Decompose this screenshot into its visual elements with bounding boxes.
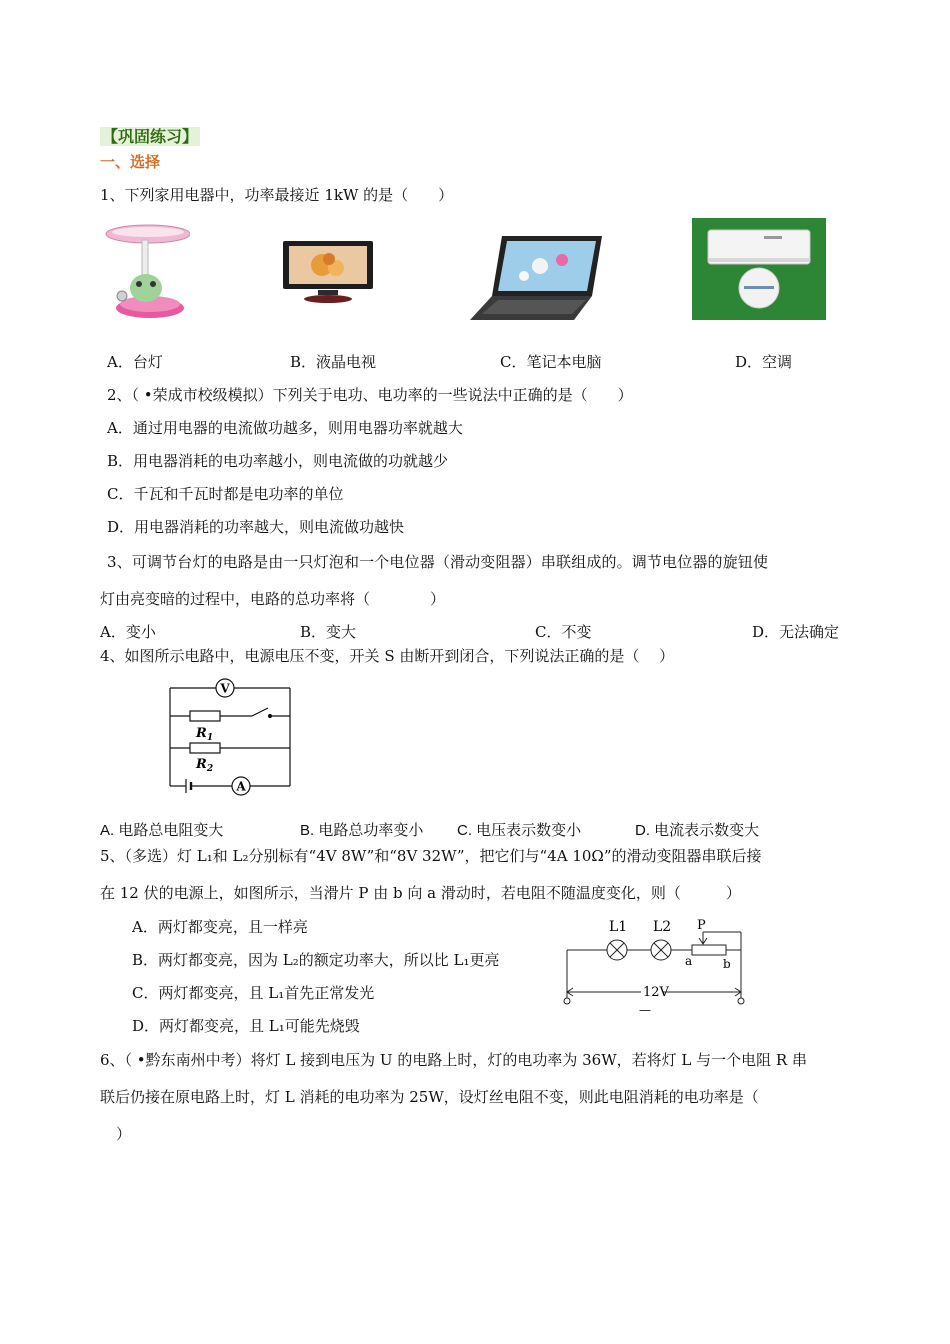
terminal-a-label: a — [685, 954, 693, 968]
l1-label: L1 — [609, 919, 628, 935]
q1-option-d: D．空调 — [735, 353, 793, 371]
q3-option-c: C．不变 — [535, 623, 592, 641]
voltmeter-label: V — [220, 681, 230, 696]
q1-option-b: B．液晶电视 — [290, 353, 377, 371]
q5-option-a: A．两灯都变亮，且一样亮 — [132, 918, 308, 936]
r2-label: $R_2$ — [196, 757, 214, 774]
question-5-stem-line2: 在 12 伏的电源上，如图所示，当滑片 P 由 b 向 a 滑动时，若电阻不随温度变化，则（ ） — [100, 884, 741, 902]
q4-option-d: D. 电流表示数变大 — [635, 822, 760, 839]
q2-option-b: B．用电器消耗的电功率越小，则电流做的功就越少 — [107, 452, 449, 470]
q5-circuit-diagram — [555, 912, 755, 1016]
question-5-stem-line1: 5、（多选）灯 L₁和 L₂分别标有“4V 8W”和“8V 32W”，把它们与“4A 10Ω”的滑动变阻器串联后接 — [100, 847, 762, 865]
question-1-stem: 1、下列家用电器中，功率最接近 1kW 的是（ ） — [100, 186, 454, 204]
heading-label: 【巩固练习】 — [102, 127, 199, 146]
air-conditioner-icon — [692, 218, 826, 320]
laptop-icon — [468, 232, 604, 324]
q5-option-b: B．两灯都变亮，因为 L₂的额定功率大，所以比 L₁更亮 — [132, 951, 500, 969]
q1-option-a: A．台灯 — [107, 353, 163, 371]
q3-option-d: D．无法确定 — [752, 623, 840, 641]
question-2-stem: 2、（ •荣成市校级模拟）下列关于电功、电功率的一些说法中正确的是（ ） — [107, 386, 633, 404]
question-6-stem-line2: 联后仍接在原电路上时，灯 L 消耗的电功率为 25W，设灯丝电阻不变，则此电阻消耗的电功率是（ — [100, 1088, 759, 1106]
q3-option-b: B．变大 — [300, 623, 357, 641]
section-title: 一、选择 — [100, 153, 161, 171]
q4-option-b: B. 电路总功率变小 — [300, 822, 424, 839]
q2-option-d: D．用电器消耗的功率越大，则电流做功越快 — [107, 518, 405, 536]
q4-option-c: C. 电压表示数变小 — [457, 822, 582, 839]
terminal-b-label: b — [723, 957, 731, 971]
lcd-tv-icon — [280, 238, 378, 306]
q4-option-a: A. 电路总电阻变大 — [100, 822, 224, 839]
slider-p-label: P — [697, 918, 706, 933]
q1-option-c: C．笔记本电脑 — [500, 353, 602, 371]
voltage-label: 12V — [643, 985, 669, 1000]
question-6-stem-line3: ） — [116, 1125, 132, 1143]
question-3-stem-line1: 3、可调节台灯的电路是由一只灯泡和一个电位器（滑动变阻器）串联组成的。调节电位器的旋钮使 — [107, 553, 769, 571]
ammeter-label: A — [236, 779, 246, 794]
q2-option-c: C．千瓦和千瓦时都是电功率的单位 — [107, 485, 344, 503]
l2-label: L2 — [653, 919, 672, 935]
q2-option-a: A．通过用电器的电流做功越多，则用电器功率就越大 — [107, 419, 463, 437]
lamp-l1-icon — [607, 940, 627, 960]
lamp-l2-icon — [651, 940, 671, 960]
exercise-heading — [100, 127, 200, 147]
q5-option-d: D．两灯都变亮，且 L₁可能先烧毁 — [132, 1017, 360, 1035]
q4-circuit-diagram — [160, 676, 300, 798]
question-3-stem-line2: 灯由亮变暗的过程中，电路的总功率将（ ） — [100, 590, 446, 608]
q3-option-a: A．变小 — [100, 623, 156, 641]
question-4-stem: 4、如图所示电路中，电源电压不变，开关 S 由断开到闭合，下列说法正确的是（ ） — [100, 647, 675, 665]
q5-option-c: C．两灯都变亮，且 L₁首先正常发光 — [132, 984, 375, 1002]
question-6-stem-line1: 6、（ •黔东南州中考）将灯 L 接到电压为 U 的电路上时，灯的电功率为 36W，若将灯 L 与一个电阻 R 串 — [100, 1051, 807, 1069]
desk-lamp-icon — [100, 222, 190, 322]
minus-label: — — [639, 1003, 651, 1016]
r1-label: $R_1$ — [196, 726, 214, 743]
